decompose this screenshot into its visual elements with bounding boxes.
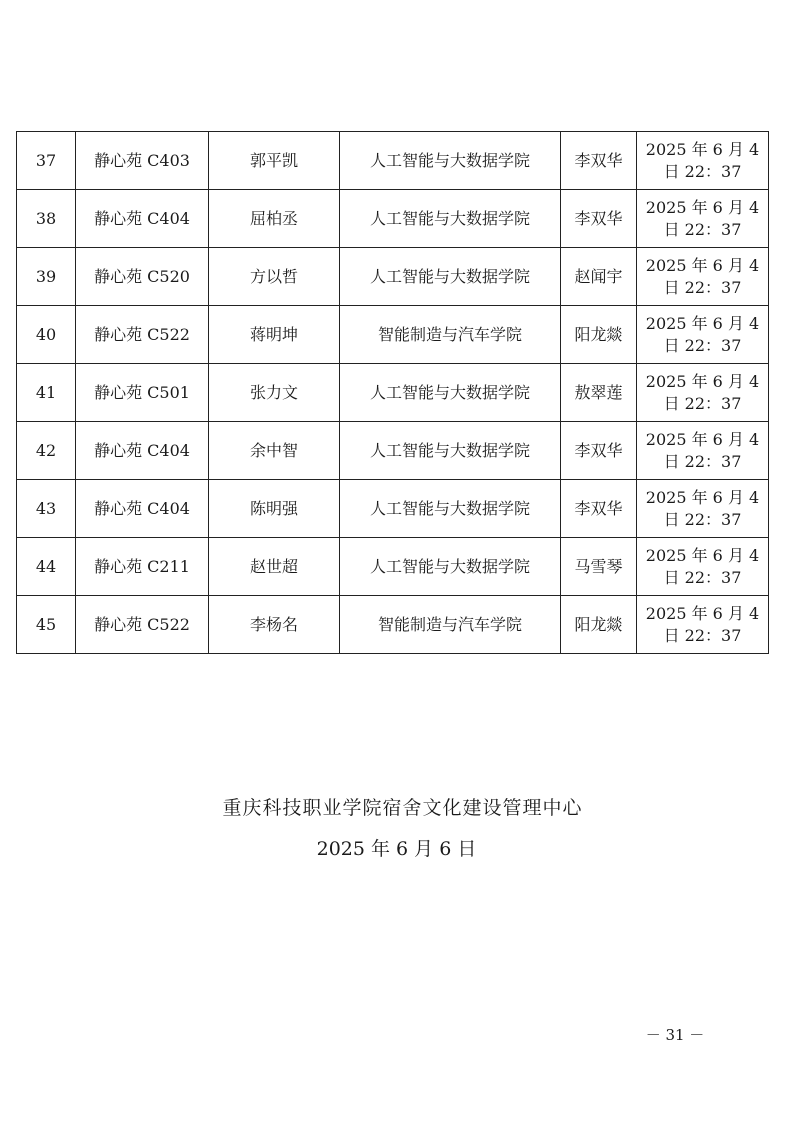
cell-number: 45	[17, 596, 76, 654]
cell-time	[637, 364, 769, 422]
cell-time	[637, 190, 769, 248]
cell-dorm-room: 静心苑 C522	[76, 596, 209, 654]
cell-time	[637, 422, 769, 480]
cell-college: 人工智能与大数据学院	[340, 422, 561, 480]
cell-staff: 赵闻宇	[561, 248, 637, 306]
cell-number: 41	[17, 364, 76, 422]
cell-college: 智能制造与汽车学院	[340, 306, 561, 364]
time-text: 2025 年 6 月 4	[645, 139, 760, 159]
time-text: 日 22：37	[663, 393, 742, 413]
cell-student-name: 蒋明坤	[209, 306, 340, 364]
footer-date: 2025 年 6 月 6 日	[316, 838, 477, 860]
cell-student-name: 张力文	[209, 364, 340, 422]
cell-dorm-room: 静心苑 C404	[76, 190, 209, 248]
cell-college: 人工智能与大数据学院	[340, 248, 561, 306]
cell-dorm-room: 静心苑 C520	[76, 248, 209, 306]
cell-staff: 李双华	[561, 422, 637, 480]
time-text: 2025 年 6 月 4	[645, 313, 760, 333]
cell-time	[637, 480, 769, 538]
cell-staff: 敖翠莲	[561, 364, 637, 422]
cell-number: 40	[17, 306, 76, 364]
time-text: 2025 年 6 月 4	[645, 197, 760, 217]
time-text: 2025 年 6 月 4	[645, 603, 760, 623]
cell-dorm-room: 静心苑 C403	[76, 132, 209, 190]
table-row	[17, 248, 769, 306]
cell-student-name: 方以哲	[209, 248, 340, 306]
cell-staff: 李双华	[561, 132, 637, 190]
table-row	[17, 132, 769, 190]
cell-student-name: 陈明强	[209, 480, 340, 538]
cell-dorm-room: 静心苑 C501	[76, 364, 209, 422]
roster-table	[16, 131, 769, 654]
table-row	[17, 596, 769, 654]
time-text: 日 22：37	[663, 161, 742, 181]
cell-student-name: 李杨名	[209, 596, 340, 654]
cell-college: 人工智能与大数据学院	[340, 538, 561, 596]
cell-time	[637, 132, 769, 190]
cell-time	[637, 248, 769, 306]
time-text: 日 22：37	[663, 219, 742, 239]
cell-college: 人工智能与大数据学院	[340, 190, 561, 248]
table-row	[17, 306, 769, 364]
table-row	[17, 538, 769, 596]
table-row	[17, 190, 769, 248]
cell-college: 人工智能与大数据学院	[340, 480, 561, 538]
cell-student-name: 屈柏丞	[209, 190, 340, 248]
time-text: 日 22：37	[663, 509, 742, 529]
table-row	[17, 364, 769, 422]
cell-student-name: 赵世超	[209, 538, 340, 596]
page-number: － 31 －	[645, 1026, 705, 1044]
cell-college: 人工智能与大数据学院	[340, 364, 561, 422]
time-text: 日 22：37	[663, 277, 742, 297]
cell-time	[637, 306, 769, 364]
cell-number: 44	[17, 538, 76, 596]
time-text: 2025 年 6 月 4	[645, 371, 760, 391]
time-text: 日 22：37	[663, 335, 742, 355]
cell-staff: 马雪琴	[561, 538, 637, 596]
cell-number: 37	[17, 132, 76, 190]
cell-number: 38	[17, 190, 76, 248]
time-text: 2025 年 6 月 4	[645, 545, 760, 565]
cell-student-name: 郭平凯	[209, 132, 340, 190]
roster-table-body	[17, 132, 769, 654]
cell-student-name: 余中智	[209, 422, 340, 480]
cell-college: 人工智能与大数据学院	[340, 132, 561, 190]
cell-staff: 李双华	[561, 480, 637, 538]
cell-time	[637, 538, 769, 596]
time-text: 2025 年 6 月 4	[645, 255, 760, 275]
cell-number: 43	[17, 480, 76, 538]
cell-dorm-room: 静心苑 C404	[76, 480, 209, 538]
time-text: 2025 年 6 月 4	[645, 429, 760, 449]
cell-dorm-room: 静心苑 C211	[76, 538, 209, 596]
cell-staff: 李双华	[561, 190, 637, 248]
cell-staff: 阳龙燚	[561, 596, 637, 654]
cell-dorm-room: 静心苑 C522	[76, 306, 209, 364]
time-text: 日 22：37	[663, 625, 742, 645]
table-row	[17, 480, 769, 538]
table-row	[17, 422, 769, 480]
cell-college: 智能制造与汽车学院	[340, 596, 561, 654]
time-text: 日 22：37	[663, 567, 742, 587]
cell-staff: 阳龙燚	[561, 306, 637, 364]
cell-number: 39	[17, 248, 76, 306]
time-text: 2025 年 6 月 4	[645, 487, 760, 507]
cell-number: 42	[17, 422, 76, 480]
footer-organization: 重庆科技职业学院宿舍文化建设管理中心	[222, 797, 583, 819]
cell-dorm-room: 静心苑 C404	[76, 422, 209, 480]
time-text: 日 22：37	[663, 451, 742, 471]
cell-time	[637, 596, 769, 654]
